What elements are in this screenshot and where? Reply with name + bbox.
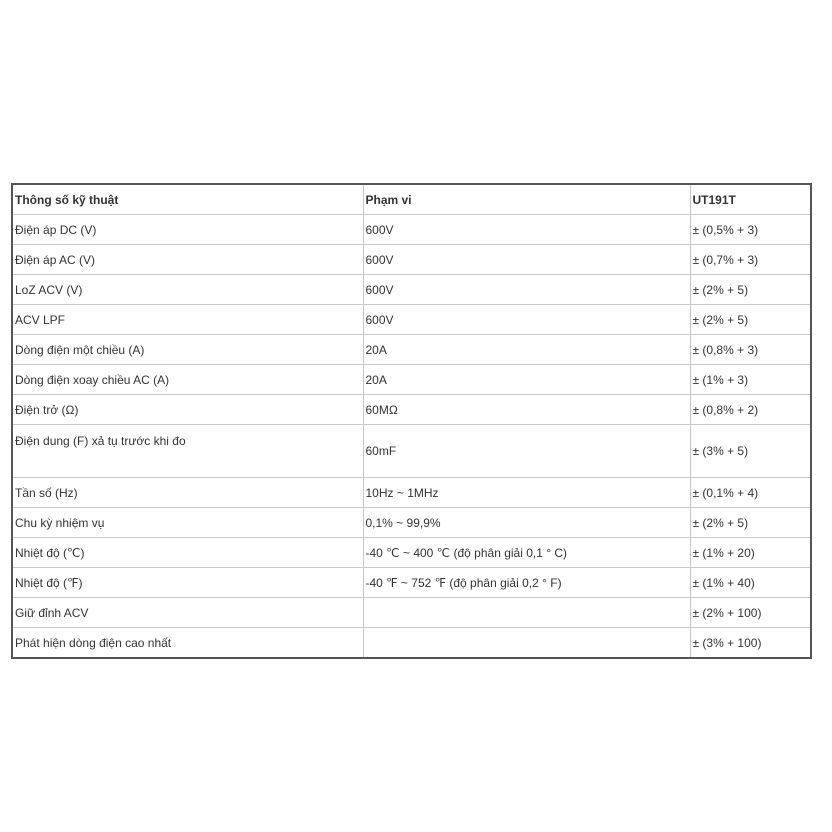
cell-range: 600V bbox=[363, 275, 690, 305]
table-row bbox=[12, 538, 811, 568]
cell-range bbox=[363, 598, 690, 628]
cell-range: 60mF bbox=[363, 425, 690, 478]
table-row bbox=[12, 425, 811, 478]
header-range: Phạm vi bbox=[363, 184, 690, 215]
cell-accuracy: ± (0,8% + 3) bbox=[690, 335, 811, 365]
cell-accuracy: ± (1% + 3) bbox=[690, 365, 811, 395]
table-row bbox=[12, 215, 811, 245]
cell-range: 0,1% ~ 99,9% bbox=[363, 508, 690, 538]
cell-accuracy: ± (2% + 100) bbox=[690, 598, 811, 628]
cell-range: 20A bbox=[363, 335, 690, 365]
spec-table bbox=[11, 183, 812, 659]
table-row bbox=[12, 365, 811, 395]
cell-spec: ACV LPF bbox=[12, 305, 363, 335]
cell-accuracy: ± (0,7% + 3) bbox=[690, 245, 811, 275]
cell-spec: Tần số (Hz) bbox=[12, 478, 363, 508]
cell-accuracy: ± (1% + 40) bbox=[690, 568, 811, 598]
cell-spec: Điện áp AC (V) bbox=[12, 245, 363, 275]
cell-range: 600V bbox=[363, 245, 690, 275]
cell-range: 20A bbox=[363, 365, 690, 395]
cell-spec: Giữ đỉnh ACV bbox=[12, 598, 363, 628]
cell-range: -40 ℃ ~ 400 ℃ (độ phân giải 0,1 ° C) bbox=[363, 538, 690, 568]
cell-spec: Phát hiện dòng điện cao nhất bbox=[12, 628, 363, 659]
cell-accuracy: ± (2% + 5) bbox=[690, 275, 811, 305]
cell-accuracy: ± (2% + 5) bbox=[690, 508, 811, 538]
table-row bbox=[12, 245, 811, 275]
cell-accuracy: ± (2% + 5) bbox=[690, 305, 811, 335]
cell-accuracy: ± (0,8% + 2) bbox=[690, 395, 811, 425]
table-row bbox=[12, 628, 811, 659]
cell-spec: Điện trở (Ω) bbox=[12, 395, 363, 425]
cell-accuracy: ± (3% + 100) bbox=[690, 628, 811, 659]
cell-range: 600V bbox=[363, 305, 690, 335]
cell-range: 10Hz ~ 1MHz bbox=[363, 478, 690, 508]
cell-spec: Điện dung (F) xả tụ trước khi đo bbox=[12, 425, 363, 478]
table-row bbox=[12, 275, 811, 305]
header-model: UT191T bbox=[690, 184, 811, 215]
cell-range bbox=[363, 628, 690, 659]
cell-accuracy: ± (1% + 20) bbox=[690, 538, 811, 568]
table-row bbox=[12, 508, 811, 538]
cell-range: 600V bbox=[363, 215, 690, 245]
table-row bbox=[12, 335, 811, 365]
cell-accuracy: ± (3% + 5) bbox=[690, 425, 811, 478]
table-row bbox=[12, 568, 811, 598]
cell-spec: Chu kỳ nhiệm vụ bbox=[12, 508, 363, 538]
table-row bbox=[12, 305, 811, 335]
cell-spec: Nhiệt độ (℉) bbox=[12, 568, 363, 598]
cell-spec: Dòng điện xoay chiều AC (A) bbox=[12, 365, 363, 395]
cell-accuracy: ± (0,5% + 3) bbox=[690, 215, 811, 245]
cell-range: 60MΩ bbox=[363, 395, 690, 425]
cell-spec: Điện áp DC (V) bbox=[12, 215, 363, 245]
header-spec: Thông số kỹ thuật bbox=[12, 184, 363, 215]
table-header-row bbox=[12, 184, 811, 215]
table-row bbox=[12, 478, 811, 508]
table-row bbox=[12, 598, 811, 628]
table-row bbox=[12, 395, 811, 425]
cell-spec: Nhiệt độ (℃) bbox=[12, 538, 363, 568]
cell-spec: Dòng điện một chiều (A) bbox=[12, 335, 363, 365]
cell-range: -40 ℉ ~ 752 ℉ (độ phân giải 0,2 ° F) bbox=[363, 568, 690, 598]
cell-spec: LoZ ACV (V) bbox=[12, 275, 363, 305]
cell-accuracy: ± (0,1% + 4) bbox=[690, 478, 811, 508]
